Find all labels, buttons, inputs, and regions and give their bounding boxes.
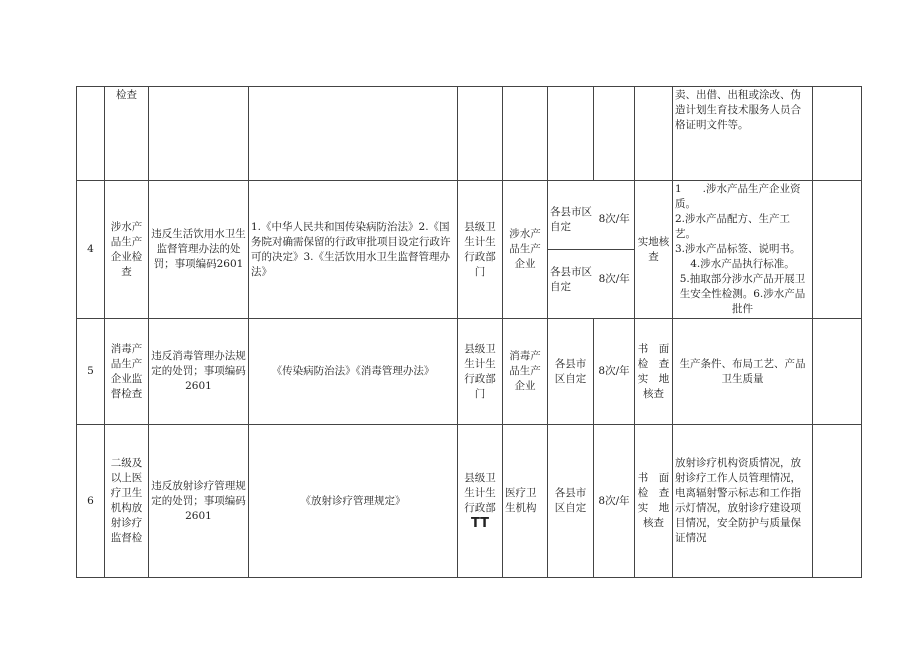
inspection-content: 放射诊疗机构资质情况，放射诊疗工作人员管理情况，电离辐射警示标志和工作指示灯情况，放射诊疗建设项目情况，安全防护与质量保证情况 xyxy=(673,425,813,578)
method: 实地核查 xyxy=(635,181,673,319)
penalty-basis: 违反消毒管理办法规定的处罚；事项编码2601 xyxy=(149,319,249,425)
legal-basis: 《放射诊疗管理规定》 xyxy=(249,425,458,578)
department: 县级卫生计生行政部门 xyxy=(458,181,503,319)
inspection-content: 生产条件、布局工艺、产品卫生质量 xyxy=(673,319,813,425)
frequency xyxy=(594,87,635,181)
inspection-object xyxy=(503,87,548,181)
department-text: 县级卫生计生行政部 xyxy=(464,471,496,514)
table-row xyxy=(77,425,862,578)
area xyxy=(548,87,594,181)
content-line: 3.涉水产品标签、说明书。 xyxy=(675,243,801,255)
inspection-item: 涉水产品生产企业检查 xyxy=(105,181,149,319)
penalty-basis: 违反生活饮用水卫生监督管理办法的处罚；事项编码2601 xyxy=(149,181,249,319)
department xyxy=(458,425,503,578)
area: 各县市区自定 xyxy=(548,425,594,578)
content-line: 5.抽取部分涉水产品开展卫生安全性检测。6.涉水产品批件 xyxy=(679,273,806,315)
area-frequency-split xyxy=(548,181,635,319)
department-mark: TT xyxy=(470,515,490,531)
table-row xyxy=(77,319,862,425)
content-line: 2.涉水产品配方、生产工艺。 xyxy=(675,213,791,240)
area: 各县市区自定 xyxy=(550,205,592,233)
content-line: 1 .涉水产品生产企业资质。 xyxy=(675,183,801,210)
inspection-content: 卖、出借、出租或涂改、伪造计划生育技术服务人员合格证明文件等。 xyxy=(673,87,813,181)
inspection-item: 二级及以上医疗卫生机构放射诊疗监督检 xyxy=(105,425,149,578)
remark xyxy=(813,319,862,425)
remark xyxy=(813,87,862,181)
inspection-item: 检查 xyxy=(105,87,149,181)
inspection-content xyxy=(673,181,813,319)
frequency: 8次/年 xyxy=(598,213,630,225)
frequency: 8次/年 xyxy=(598,273,630,285)
table-row xyxy=(77,87,862,181)
department xyxy=(458,87,503,181)
department: 县级卫生计生行政部门 xyxy=(458,319,503,425)
row-number: 6 xyxy=(77,425,105,578)
penalty-basis: 违反放射诊疗管理规定的处罚；事项编码2601 xyxy=(149,425,249,578)
penalty-basis xyxy=(149,87,249,181)
method: 书 面检 查实 地核查 xyxy=(635,319,673,425)
method xyxy=(635,87,673,181)
inspection-object: 医疗卫生机构 xyxy=(503,425,548,578)
area: 各县市区自定 xyxy=(550,265,592,293)
content-line: 4.涉水产品执行标准。 xyxy=(690,258,795,270)
area: 各县市区自定 xyxy=(548,319,594,425)
method: 书 面检 查实 地核查 xyxy=(635,425,673,578)
inspection-object: 消毒产品生产企业 xyxy=(503,319,548,425)
inspection-table xyxy=(76,86,862,578)
remark xyxy=(813,181,862,319)
inspection-document xyxy=(76,86,861,578)
legal-basis: 《传染病防治法》《消毒管理办法》 xyxy=(249,319,458,425)
frequency: 8次/年 xyxy=(594,425,635,578)
table-row xyxy=(77,181,862,319)
legal-basis: 1.《中华人民共和国传染病防治法》2.《国务院对确需保留的行政审批项目设定行政许可的决定》3.《生活饮用水卫生监督管理办法》 xyxy=(249,181,458,319)
row-number: 4 xyxy=(77,181,105,319)
inspection-object: 涉水产品生产企业 xyxy=(503,181,548,319)
row-number xyxy=(77,87,105,181)
legal-basis xyxy=(249,87,458,181)
row-number: 5 xyxy=(77,319,105,425)
remark xyxy=(813,425,862,578)
inspection-item: 消毒产品生产企业监督检查 xyxy=(105,319,149,425)
frequency: 8次/年 xyxy=(594,319,635,425)
